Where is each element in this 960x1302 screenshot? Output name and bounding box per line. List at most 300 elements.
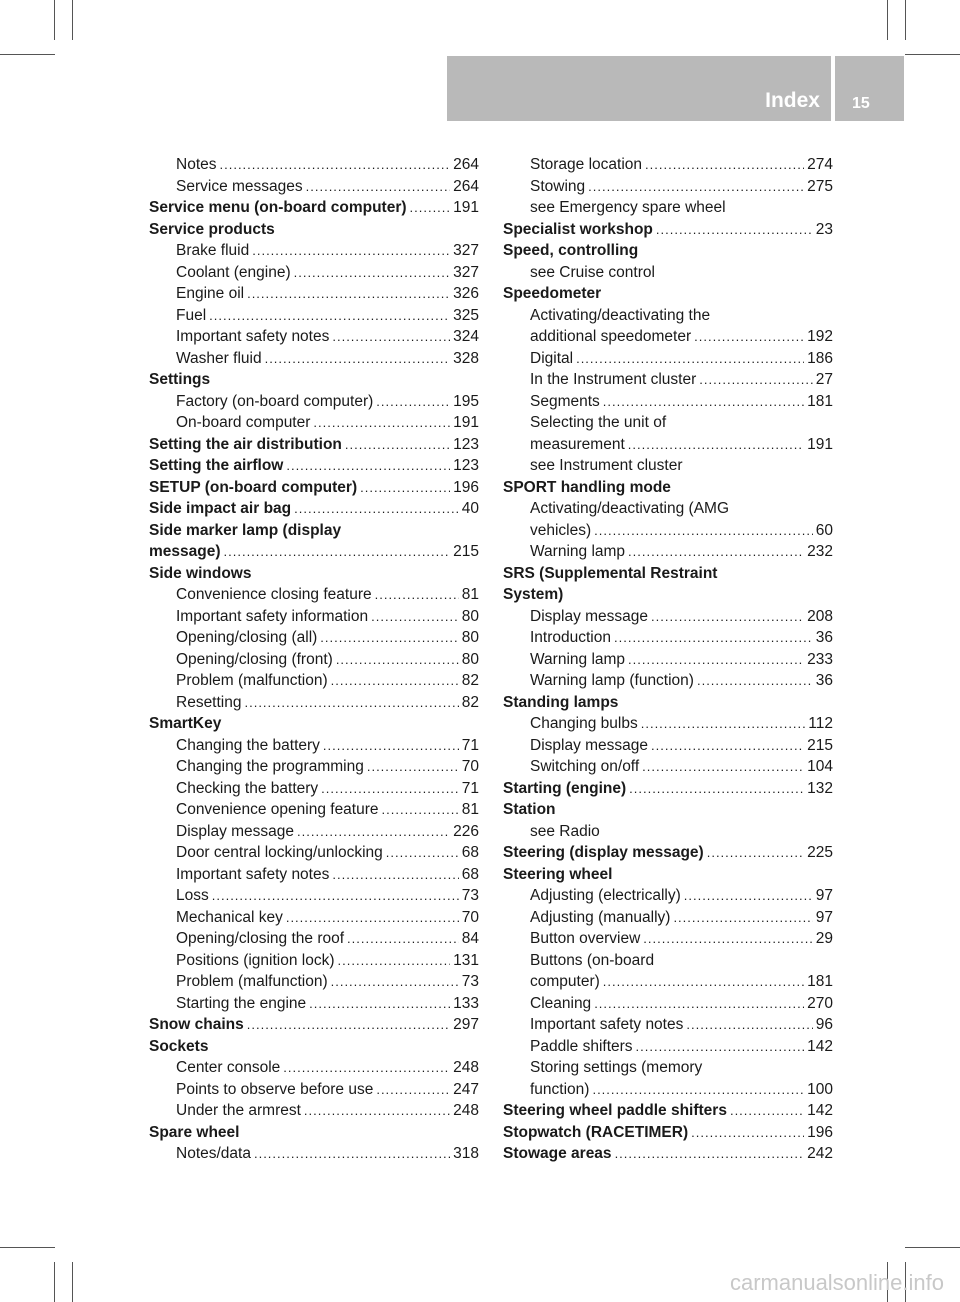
entry-text: Door central locking/unlocking bbox=[176, 844, 383, 861]
index-entry bbox=[503, 498, 833, 520]
entry-text: Brake fluid bbox=[176, 242, 250, 259]
entry-text: Convenience opening feature bbox=[176, 801, 379, 818]
entry-page-number: 325 bbox=[453, 306, 479, 324]
index-entry bbox=[503, 541, 833, 563]
index-entry bbox=[503, 735, 833, 757]
entry-text: Standing lamps bbox=[503, 693, 619, 711]
entry-text: In the Instrument cluster bbox=[530, 371, 697, 388]
entry-page-number: 29 bbox=[815, 930, 833, 947]
entry-text: Checking the battery bbox=[176, 779, 319, 797]
dot-leader bbox=[321, 778, 459, 800]
index-entry bbox=[503, 950, 833, 972]
dot-leader bbox=[360, 477, 450, 499]
entry-text: Steering (display message) bbox=[503, 844, 704, 861]
dot-leader bbox=[286, 455, 450, 477]
entry-page-number: 181 bbox=[807, 973, 833, 990]
index-entry bbox=[149, 541, 479, 563]
entry-page-number: 82 bbox=[461, 693, 479, 711]
entry-text: Buttons (on-board bbox=[530, 951, 655, 969]
entry-page-number: 23 bbox=[815, 220, 833, 238]
entry-page-number: 181 bbox=[807, 392, 833, 410]
entry-text: Notes/data bbox=[176, 1145, 251, 1162]
index-entry bbox=[149, 348, 479, 370]
dot-leader bbox=[730, 1100, 804, 1122]
entry-page-number: 71 bbox=[461, 779, 479, 797]
entry-text: Problem (malfunction) bbox=[176, 973, 328, 990]
index-entry bbox=[503, 305, 833, 327]
index-entry bbox=[503, 627, 833, 649]
entry-text: Service products bbox=[149, 220, 275, 238]
entry-text: SmartKey bbox=[149, 715, 222, 732]
dot-leader bbox=[629, 778, 804, 800]
dot-leader bbox=[686, 1014, 812, 1036]
dot-leader bbox=[628, 649, 804, 671]
index-entry bbox=[149, 584, 479, 606]
index-entry bbox=[503, 842, 833, 864]
crop-mark bbox=[0, 54, 55, 55]
dot-leader bbox=[376, 1079, 450, 1101]
entry-page-number: 195 bbox=[453, 392, 479, 410]
entry-text: Display message bbox=[530, 607, 649, 625]
dot-leader bbox=[254, 1143, 450, 1165]
dot-leader bbox=[375, 584, 459, 606]
entry-page-number: 233 bbox=[807, 650, 833, 668]
entry-text: Warning lamp bbox=[530, 543, 626, 560]
dot-leader bbox=[628, 434, 804, 456]
dot-leader bbox=[347, 928, 459, 950]
entry-page-number: 80 bbox=[461, 607, 479, 625]
crop-mark bbox=[905, 54, 960, 55]
entry-text: Steering wheel bbox=[503, 865, 613, 883]
entry-page-number: 73 bbox=[461, 973, 479, 990]
dot-leader bbox=[294, 498, 459, 520]
index-entry bbox=[503, 670, 833, 692]
crop-mark bbox=[72, 1262, 73, 1302]
index-entry bbox=[503, 713, 833, 735]
crop-mark bbox=[887, 0, 888, 40]
index-entry bbox=[149, 434, 479, 456]
entry-page-number: 80 bbox=[461, 629, 479, 646]
index-entry bbox=[503, 455, 833, 477]
entry-page-number: 242 bbox=[807, 1145, 833, 1162]
index-entry bbox=[149, 1057, 479, 1079]
entry-text: Coolant (engine) bbox=[176, 263, 291, 281]
index-entry bbox=[503, 584, 833, 606]
entry-page-number: 186 bbox=[807, 349, 833, 367]
dot-leader bbox=[345, 434, 450, 456]
entry-page-number: 326 bbox=[453, 285, 479, 302]
entry-text: Speed, controlling bbox=[503, 242, 639, 259]
entry-text: Switching on/off bbox=[530, 758, 640, 775]
entry-text: Settings bbox=[149, 371, 211, 388]
entry-page-number: 215 bbox=[807, 736, 833, 754]
index-entry bbox=[149, 1100, 479, 1122]
dot-leader bbox=[313, 412, 450, 434]
entry-text: Changing the programming bbox=[176, 758, 364, 775]
dot-leader bbox=[212, 885, 459, 907]
dot-leader bbox=[247, 283, 450, 305]
entry-page-number: 232 bbox=[807, 543, 833, 560]
header-separator bbox=[831, 56, 835, 121]
index-entry bbox=[503, 692, 833, 714]
entry-page-number: 82 bbox=[461, 672, 479, 689]
entry-page-number: 191 bbox=[807, 435, 833, 453]
dot-leader bbox=[614, 627, 813, 649]
index-entry bbox=[503, 907, 833, 929]
entry-text: Warning lamp (function) bbox=[530, 672, 694, 689]
dot-leader bbox=[656, 219, 813, 241]
dot-leader bbox=[651, 606, 804, 628]
entry-page-number: 133 bbox=[453, 994, 479, 1012]
dot-leader bbox=[628, 541, 804, 563]
index-entry bbox=[149, 1079, 479, 1101]
dot-leader bbox=[691, 1122, 804, 1144]
entry-page-number: 70 bbox=[461, 758, 479, 775]
entry-page-number: 215 bbox=[453, 543, 479, 560]
entry-text: Stopwatch (RACETIMER) bbox=[503, 1123, 689, 1141]
entry-page-number: 71 bbox=[461, 736, 479, 754]
entry-text: Speedometer bbox=[503, 285, 602, 302]
dot-leader bbox=[651, 735, 804, 757]
entry-page-number: 142 bbox=[807, 1037, 833, 1055]
entry-text: SPORT handling mode bbox=[503, 478, 671, 496]
entry-page-number: 208 bbox=[807, 607, 833, 625]
entry-text: Cleaning bbox=[530, 994, 592, 1012]
entry-page-number: 327 bbox=[453, 242, 479, 259]
index-entry bbox=[149, 842, 479, 864]
index-entry bbox=[149, 197, 479, 219]
entry-text: Setting the airflow bbox=[149, 457, 284, 474]
entry-text: Washer fluid bbox=[176, 349, 262, 367]
entry-text: Display message bbox=[176, 822, 295, 840]
index-entry bbox=[149, 928, 479, 950]
entry-page-number: 68 bbox=[461, 844, 479, 861]
entry-text: Points to observe before use bbox=[176, 1080, 374, 1098]
entry-page-number: 27 bbox=[815, 371, 833, 388]
entry-page-number: 84 bbox=[461, 930, 479, 947]
dot-leader bbox=[645, 154, 804, 176]
entry-text: Digital bbox=[530, 349, 574, 367]
index-entry bbox=[503, 885, 833, 907]
index-entry bbox=[149, 391, 479, 413]
dot-leader bbox=[252, 240, 450, 262]
dot-leader bbox=[332, 326, 450, 348]
entry-page-number: 226 bbox=[453, 822, 479, 840]
dot-leader bbox=[694, 326, 804, 348]
index-entry bbox=[503, 756, 833, 778]
entry-text: Activating/deactivating (AMG bbox=[530, 500, 730, 517]
entry-text: System) bbox=[503, 586, 564, 603]
index-entry bbox=[149, 692, 479, 714]
entry-page-number: 36 bbox=[815, 672, 833, 689]
entry-text: see Emergency spare wheel bbox=[530, 199, 726, 216]
index-entry bbox=[149, 1122, 479, 1144]
crop-mark bbox=[905, 0, 906, 40]
entry-text: Snow chains bbox=[149, 1016, 244, 1033]
entry-page-number: 264 bbox=[453, 156, 479, 173]
index-entry bbox=[503, 1143, 833, 1165]
index-entry bbox=[503, 197, 833, 219]
dot-leader bbox=[382, 799, 459, 821]
entry-text: Fuel bbox=[176, 306, 207, 324]
entry-page-number: 297 bbox=[453, 1016, 479, 1033]
index-entry bbox=[149, 305, 479, 327]
entry-page-number: 36 bbox=[815, 629, 833, 646]
index-entry bbox=[149, 498, 479, 520]
entry-text: Important safety notes bbox=[176, 328, 330, 345]
dot-leader bbox=[386, 842, 459, 864]
entry-text: Service messages bbox=[176, 177, 303, 195]
entry-text: Specialist workshop bbox=[503, 220, 653, 238]
dot-leader bbox=[684, 885, 813, 907]
dot-leader bbox=[594, 520, 813, 542]
index-entry bbox=[503, 154, 833, 176]
entry-page-number: 81 bbox=[461, 801, 479, 818]
entry-text: function) bbox=[530, 1080, 590, 1098]
index-entry bbox=[503, 821, 833, 843]
entry-text: Problem (malfunction) bbox=[176, 672, 328, 689]
entry-text: Steering wheel paddle shifters bbox=[503, 1102, 727, 1119]
index-entry bbox=[503, 563, 833, 585]
dot-leader bbox=[323, 735, 459, 757]
entry-text: SRS (Supplemental Restraint bbox=[503, 564, 718, 582]
dot-leader bbox=[707, 842, 804, 864]
entry-page-number: 100 bbox=[807, 1080, 833, 1098]
index-entry bbox=[503, 348, 833, 370]
entry-text: Sockets bbox=[149, 1037, 209, 1055]
entry-text: Engine oil bbox=[176, 285, 245, 302]
index-entry bbox=[503, 1014, 833, 1036]
entry-text: Warning lamp bbox=[530, 650, 626, 668]
dot-leader bbox=[304, 1100, 450, 1122]
index-entry bbox=[149, 713, 479, 735]
entry-text: Button overview bbox=[530, 930, 641, 947]
index-entry bbox=[503, 262, 833, 284]
entry-text: Center console bbox=[176, 1059, 281, 1076]
dot-leader bbox=[592, 1079, 804, 1101]
dot-leader bbox=[371, 606, 459, 628]
dot-leader bbox=[642, 756, 804, 778]
entry-text: Loss bbox=[176, 887, 209, 904]
dot-leader bbox=[220, 154, 451, 176]
index-entry bbox=[149, 520, 479, 542]
entry-text: see Radio bbox=[530, 822, 600, 840]
entry-page-number: 225 bbox=[807, 844, 833, 861]
entry-page-number: 123 bbox=[453, 435, 479, 453]
entry-text: Important safety notes bbox=[176, 865, 330, 883]
entry-page-number: 274 bbox=[807, 156, 833, 173]
dot-leader bbox=[244, 692, 458, 714]
index-entry bbox=[149, 563, 479, 585]
dot-leader bbox=[641, 713, 806, 735]
entry-text: Storage location bbox=[530, 156, 643, 173]
dot-leader bbox=[615, 1143, 805, 1165]
dot-leader bbox=[320, 627, 458, 649]
dot-leader bbox=[643, 928, 812, 950]
index-entry bbox=[503, 434, 833, 456]
index-entry bbox=[503, 649, 833, 671]
entry-page-number: 80 bbox=[461, 650, 479, 668]
dot-leader bbox=[367, 756, 459, 778]
index-entry bbox=[149, 756, 479, 778]
index-entry bbox=[503, 283, 833, 305]
entry-text: Positions (ignition lock) bbox=[176, 951, 335, 969]
entry-text: Starting (engine) bbox=[503, 779, 627, 797]
index-entry bbox=[503, 219, 833, 241]
entry-page-number: 196 bbox=[807, 1123, 833, 1141]
index-entry bbox=[149, 477, 479, 499]
entry-page-number: 192 bbox=[807, 328, 833, 345]
index-entry bbox=[149, 950, 479, 972]
entry-text: Notes bbox=[176, 156, 217, 173]
dot-leader bbox=[332, 864, 458, 886]
entry-text: Opening/closing (all) bbox=[176, 629, 318, 646]
dot-leader bbox=[636, 1036, 805, 1058]
index-entry bbox=[149, 735, 479, 757]
index-entry bbox=[503, 391, 833, 413]
entry-page-number: 275 bbox=[807, 177, 833, 195]
entry-page-number: 328 bbox=[453, 349, 479, 367]
entry-page-number: 270 bbox=[807, 994, 833, 1012]
dot-leader bbox=[331, 670, 459, 692]
index-column-left bbox=[149, 154, 479, 1165]
index-entry bbox=[149, 283, 479, 305]
index-entry bbox=[149, 176, 479, 198]
index-entry bbox=[149, 412, 479, 434]
entry-page-number: 327 bbox=[453, 263, 479, 281]
entry-text: Side marker lamp (display bbox=[149, 521, 342, 539]
entry-text: Setting the air distribution bbox=[149, 435, 342, 453]
crop-mark bbox=[0, 1247, 55, 1248]
index-entry bbox=[149, 455, 479, 477]
dot-leader bbox=[247, 1014, 450, 1036]
entry-text: message) bbox=[149, 543, 221, 560]
dot-leader bbox=[699, 369, 812, 391]
entry-text: see Instrument cluster bbox=[530, 457, 683, 474]
dot-leader bbox=[603, 391, 804, 413]
dot-leader bbox=[588, 176, 804, 198]
crop-mark bbox=[54, 0, 55, 40]
entry-page-number: 248 bbox=[453, 1102, 479, 1119]
index-entry bbox=[503, 477, 833, 499]
entry-text: Opening/closing (front) bbox=[176, 650, 333, 668]
index-entry bbox=[149, 627, 479, 649]
dot-leader bbox=[603, 971, 804, 993]
index-entry bbox=[149, 971, 479, 993]
index-entry bbox=[149, 885, 479, 907]
entry-text: Paddle shifters bbox=[530, 1037, 633, 1055]
index-entry bbox=[503, 520, 833, 542]
header-bar bbox=[447, 56, 904, 121]
entry-text: Service menu (on-board computer) bbox=[149, 199, 407, 216]
entry-page-number: 60 bbox=[815, 521, 833, 539]
index-column-right bbox=[503, 154, 833, 1165]
crop-mark bbox=[54, 1262, 55, 1302]
page-title: Index bbox=[765, 89, 820, 112]
dot-leader bbox=[294, 262, 451, 284]
entry-text: Important safety notes bbox=[530, 1016, 684, 1033]
entry-text: Side windows bbox=[149, 564, 252, 582]
index-entry bbox=[503, 1057, 833, 1079]
entry-text: Side impact air bag bbox=[149, 500, 292, 517]
entry-page-number: 324 bbox=[453, 328, 479, 345]
index-entry bbox=[149, 649, 479, 671]
index-entry bbox=[503, 864, 833, 886]
entry-page-number: 68 bbox=[461, 865, 479, 883]
entry-page-number: 142 bbox=[807, 1102, 833, 1119]
dot-leader bbox=[576, 348, 804, 370]
entry-text: Storing settings (memory bbox=[530, 1059, 703, 1076]
entry-text: see Cruise control bbox=[530, 263, 655, 281]
dot-leader bbox=[306, 176, 450, 198]
index-entry bbox=[503, 778, 833, 800]
crop-mark bbox=[72, 0, 73, 40]
dot-leader bbox=[265, 348, 451, 370]
index-entry bbox=[503, 799, 833, 821]
entry-page-number: 70 bbox=[461, 908, 479, 926]
entry-page-number: 196 bbox=[453, 478, 479, 496]
page-number: 15 bbox=[852, 95, 870, 112]
entry-text: measurement bbox=[530, 435, 625, 453]
dot-leader bbox=[673, 907, 812, 929]
index-entry bbox=[149, 670, 479, 692]
crop-mark bbox=[905, 1247, 960, 1248]
index-entry bbox=[503, 176, 833, 198]
entry-text: Changing bulbs bbox=[530, 715, 638, 732]
entry-text: computer) bbox=[530, 973, 600, 990]
index-entry bbox=[149, 219, 479, 241]
entry-page-number: 264 bbox=[453, 177, 479, 195]
dot-leader bbox=[286, 907, 459, 929]
entry-page-number: 40 bbox=[461, 500, 479, 517]
index-entry bbox=[149, 369, 479, 391]
index-entry bbox=[503, 1100, 833, 1122]
entry-text: Changing the battery bbox=[176, 736, 320, 754]
entry-text: Under the armrest bbox=[176, 1102, 301, 1119]
entry-text: On-board computer bbox=[176, 414, 311, 431]
entry-text: Resetting bbox=[176, 693, 242, 711]
entry-text: Opening/closing the roof bbox=[176, 930, 345, 947]
entry-page-number: 81 bbox=[461, 586, 479, 603]
entry-text: Adjusting (electrically) bbox=[530, 887, 681, 904]
dot-leader bbox=[697, 670, 813, 692]
dot-leader bbox=[209, 305, 450, 327]
entry-page-number: 96 bbox=[815, 1016, 833, 1033]
index-entry bbox=[503, 971, 833, 993]
index-entry bbox=[503, 1079, 833, 1101]
index-entry bbox=[503, 1036, 833, 1058]
entry-page-number: 131 bbox=[453, 951, 479, 969]
entry-text: Spare wheel bbox=[149, 1123, 240, 1141]
entry-page-number: 191 bbox=[453, 199, 479, 216]
entry-text: SETUP (on-board computer) bbox=[149, 478, 358, 496]
index-entry bbox=[149, 1014, 479, 1036]
index-entry bbox=[149, 821, 479, 843]
index-entry bbox=[503, 606, 833, 628]
entry-text: Display message bbox=[530, 736, 649, 754]
index-entry bbox=[149, 778, 479, 800]
entry-text: Stowing bbox=[530, 177, 586, 195]
dot-leader bbox=[309, 993, 450, 1015]
dot-leader bbox=[594, 993, 804, 1015]
entry-text: Activating/deactivating the bbox=[530, 306, 711, 324]
index-entry bbox=[149, 799, 479, 821]
dot-leader bbox=[338, 950, 451, 972]
entry-text: Selecting the unit of bbox=[530, 414, 667, 431]
entry-page-number: 191 bbox=[453, 414, 479, 431]
index-entry bbox=[503, 369, 833, 391]
entry-page-number: 247 bbox=[453, 1080, 479, 1098]
